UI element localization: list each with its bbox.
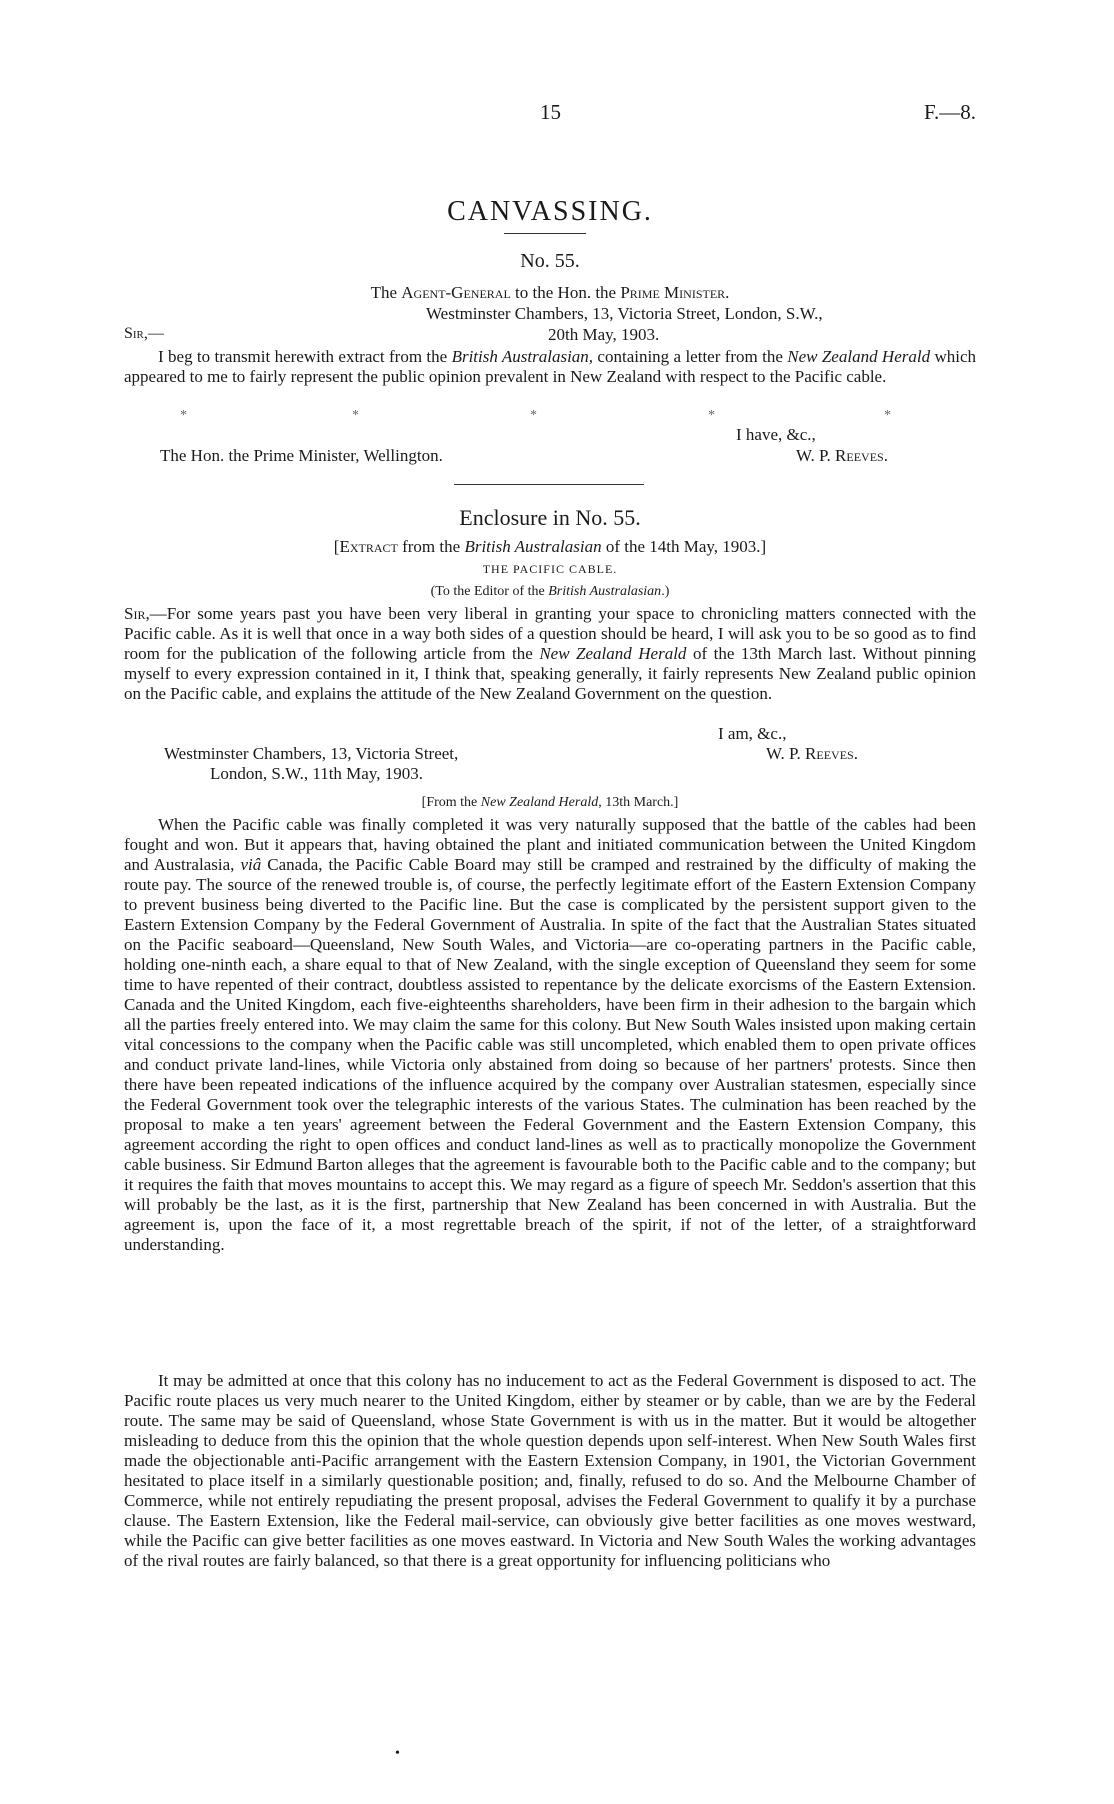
- enclosure-divider: [454, 484, 644, 485]
- letter-signature: W. P. Reeves.: [796, 446, 888, 465]
- enclosure-address-line1: Westminster Chambers, 13, Victoria Street,: [164, 744, 459, 763]
- enclosure-address-line2: London, S.W., 11th May, 1903.: [210, 764, 423, 783]
- title-divider: [504, 233, 586, 234]
- enclosure-title: Enclosure in No. 55.: [459, 505, 641, 530]
- section-title: CANVASSING.: [447, 196, 653, 227]
- article-paragraph-2: It may be admitted at once that this colony has no inducement to act as the Federal Government is disposed to act. The Pacific route places us very much nearer to the United Kingdom, either by steamer or by cable, than we are by the Federal route. The same may be said of Queensland, whose State Government is with us in the matter. But it would be altogether misleading to deduce from this the opinion that the whole question depends upon self-interest. When New South Wales first made the objectionable anti-Pacific arrangement with the Eastern Extension Company, in 1901, the Victorian Government hesitated to place itself in a similarly questionable position; and, finally, refused to do so. And the Melbourne Chamber of Commerce, while not entirely repudiating the present proposal, advises the Federal Government to qualify it by a purchase clause. The Eastern Extension, like the Federal mail-service, can obviously give better facilities as one moves westward, while the Pacific can give better facilities as one moves eastward. In Victoria and New South Wales the working advantages of the rival routes are fairly balanced, so that there is a great opportunity for influencing politicians who: [124, 1371, 976, 1570]
- letter-closing: I have, &c.,: [736, 425, 816, 444]
- letter-number: No. 55.: [520, 250, 580, 272]
- article-heading: THE PACIFIC CABLE.: [482, 562, 618, 576]
- article-paragraph-1: When the Pacific cable was finally completed it was very naturally supposed that the battle of the cables had been fought and won. But it appears that, having obtained the plant and initiated communication between the United Kingdom and Australasia, viâ Canada, the Pacific Cable Board may still be cramped and restrained by the difficulty of making the route pay. The source of the renewed trouble is, of course, the perfectly legitimate effort of the Eastern Extension Company to prevent business being diverted to the Pacific line. But the case is complicated by the persistent support given to the Eastern Extension Company by the Federal Government of Australia. In spite of the fact that the Australian States situated on the Pacific seaboard—Queensland, New South Wales, and Victoria—are co-operating partners in the Pacific cable, holding one-ninth each, a share equal to that of New Zealand, with the single exception of Queensland they seem for some time to have repented of their contract, doubtless assisted to repentance by the delicate exorcisms of the Eastern Extension. Canada and the United Kingdom, each five-eighteenths shareholders, have been firm in their adhesion to the bargain which all the parties freely entered into. We may claim the same for this colony. But New South Wales insisted upon making certain vital concessions to the company when the Pacific cable was still uncompleted, which enabled them to open private offices and conduct private land-lines, while Victoria only abstained from doing so because of her partners' protests. Since then there have been repeated indications of the influence acquired by the company over Australian statesmen, especially since the Federal Government took over the telegraphic interests of the various States. The culmination has been reached by the proposal to make a ten years' agreement between the Federal Government and the Eastern Extension Company, this agreement according the right to open offices and conduct land-lines as well as to practically monopolize the Government cable business. Sir Edmund Barton alleges that the agreement is favourable both to the Pacific cable and to the company; but it requires the faith that moves mountains to accept this. We may regard as a figure of speech Mr. Seddon's assertion that this will probably be the last, as it is the first, partnership that New Zealand has been concerned in with Australia. But the agreement is, upon the face of it, a most regrettable breach of the spirit, if not of the letter, of a straightforward understanding.: [124, 815, 976, 1254]
- letter-date: 20th May, 1903.: [548, 325, 660, 344]
- enclosure-closing: I am, &c.,: [718, 724, 787, 743]
- article-source: [From the New Zealand Herald, 13th March.]: [421, 795, 679, 810]
- page-number: 15: [540, 100, 561, 124]
- extract-note: [Extract from the British Australasian of the 14th May, 1903.]: [333, 537, 767, 556]
- enclosure-body: Sir,—For some years past you have been very liberal in granting your space to chronicling matters connected with the Pacific cable. As it is well that once in a way both sides of a question should be heard, I will ask you to be so good as to find room for the publication of the following article from the New Zealand Herald of the 13th March last. Without pinning myself to every expression contained in it, I think that, speaking generally, it fairly represents New Zealand public opinion on the Pacific cable, and explains the attitude of the New Zealand Government on the question.: [124, 604, 977, 703]
- letter-from-to: The Agent-General to the Hon. the Prime Minister.: [370, 283, 730, 302]
- document-reference: F.—8.: [924, 100, 976, 124]
- footer-mark: •: [395, 1746, 400, 1761]
- to-editor-note: (To the Editor of the British Australasian.): [430, 584, 670, 599]
- letter-addressee: The Hon. the Prime Minister, Wellington.: [160, 446, 443, 465]
- letter-salutation: Sir,—: [124, 325, 164, 342]
- enclosure-signature: W. P. Reeves.: [766, 744, 858, 763]
- letter-address: Westminster Chambers, 13, Victoria Street, London, S.W.,: [426, 304, 823, 323]
- letter-body: I beg to transmit herewith extract from the British Australasian, containing a letter from the New Zealand Herald which appeared to me to fairly represent the public opinion prevalent in New Zealand with respect to the Pacific cable.: [124, 347, 976, 386]
